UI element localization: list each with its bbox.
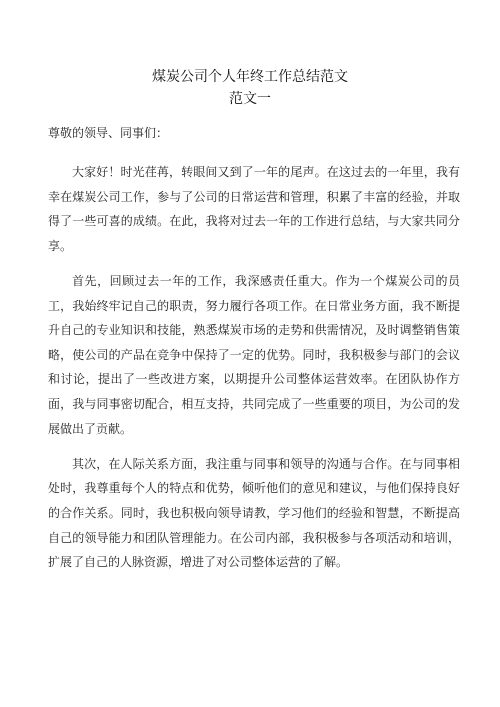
paragraph-1: 大家好！时光荏苒，转眼间又到了一年的尾声。在这过去的一年里，我有幸在煤炭公司工作，参与了公司的日常运营和管理，积累了丰富的经验，并取得了一些可喜的成绩。在此，我将对过去一年的工作进行总结，与大家共同分享。 xyxy=(48,165,460,253)
document-subtitle: 范文一 xyxy=(229,91,271,107)
document-title: 煤炭公司个人年终工作总结范文 xyxy=(152,69,348,85)
paragraph-2: 首先，回顾过去一年的工作，我深感责任重大。作为一个煤炭公司的员工，我始终牢记自己的职责，努力履行各项工作。在日常业务方面，我不断提升自己的专业知识和技能，熟悉煤炭市场的走势和供需情况，及时调整销售策略，使公司的产品在竞争中保持了一定的优势。同时，我积极参与部门的会议和讨论，提出了一些改进方案，以期提升公司整体运营效率。在团队协作方面，我与同事密切配合，相互支持，共同完成了一些重要的项目，为公司的发展做出了贡献。 xyxy=(48,273,460,436)
salutation: 尊敬的领导、同事们： xyxy=(48,126,169,140)
paragraph-3: 其次，在人际关系方面，我注重与同事和领导的沟通与合作。在与同事相处时，我尊重每个人的特点和优势，倾听他们的意见和建议，与他们保持良好的合作关系。同时，我也积极向领导请教，学习他们的经验和智慧，不断提高自己的领导能力和团队管理能力。在公司内部，我积极参与各项活动和培训，扩展了自己的人脉资源，增进了对公司整体运营的了解。 xyxy=(48,456,460,570)
document-body xyxy=(48,160,460,575)
